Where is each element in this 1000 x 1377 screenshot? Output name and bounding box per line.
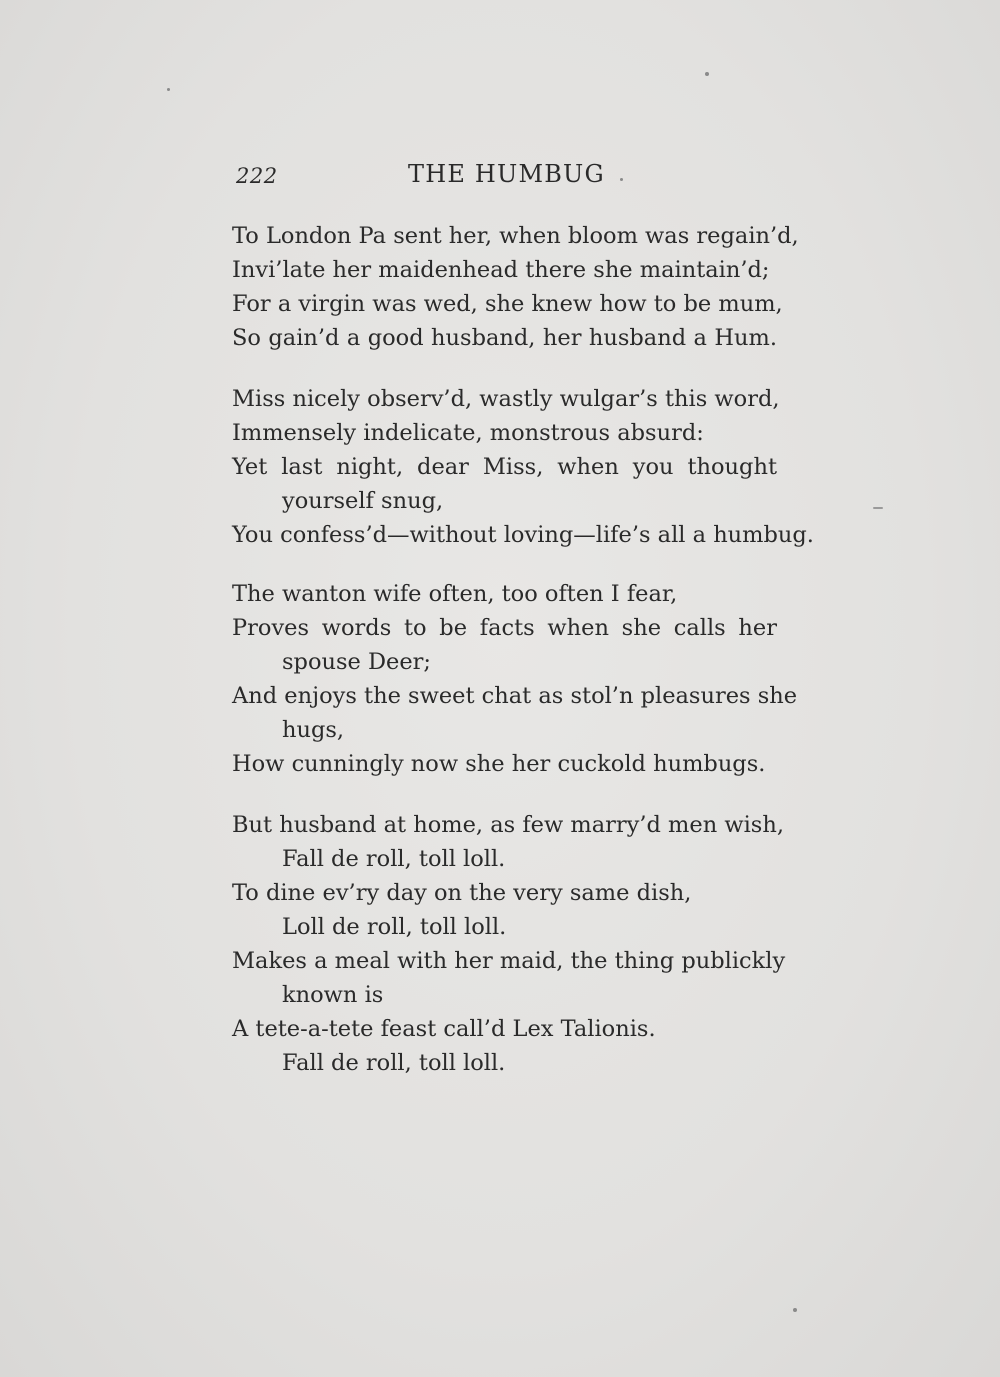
refrain-line: Fall de roll, toll loll. xyxy=(282,1050,506,1076)
verse-line: A tete-a-tete feast call’d Lex Talionis. xyxy=(232,1016,656,1042)
verse-line: The wanton wife often, too often I fear, xyxy=(232,581,678,607)
verse-line: You confess’d—without loving—life’s all a humbug. xyxy=(232,522,814,548)
refrain-line: Fall de roll, toll loll. xyxy=(282,846,506,872)
page-number: 222 xyxy=(236,164,278,188)
verse-line: Miss nicely observ’d, wastly wulgar’s this word, xyxy=(232,386,780,412)
verse-line: To London Pa sent her, when bloom was regain’d, xyxy=(232,223,799,249)
verse-line-continuation: spouse Deer; xyxy=(282,649,432,675)
refrain-line: Loll de roll, toll loll. xyxy=(282,914,507,940)
paper-speck xyxy=(793,1308,797,1312)
stanza-1 xyxy=(232,219,799,355)
verse-line: How cunningly now she her cuckold humbugs. xyxy=(232,751,766,777)
paper-speck xyxy=(705,72,709,76)
paper-speck xyxy=(167,88,170,91)
page-header xyxy=(232,160,777,192)
verse-line: Makes a meal with her maid, the thing publickly xyxy=(232,948,786,974)
verse-line: Proves words to be facts when she calls her xyxy=(232,615,777,641)
verse-line-continuation: known is xyxy=(282,982,384,1008)
verse-line: And enjoys the sweet chat as stol’n pleasures she xyxy=(232,683,798,709)
verse-line: Immensely indelicate, monstrous absurd: xyxy=(232,420,704,446)
stanza-2 xyxy=(232,382,814,552)
verse-line: For a virgin was wed, she knew how to be mum, xyxy=(232,291,783,317)
verse-line: To dine ev’ry day on the very same dish, xyxy=(232,880,692,906)
verse-line: Yet last night, dear Miss, when you thought xyxy=(232,454,777,480)
running-title: THE HUMBUG xyxy=(408,160,605,188)
stanza-4 xyxy=(232,808,786,1080)
verse-line: But husband at home, as few marry’d men wish, xyxy=(232,812,784,838)
verse-line: So gain’d a good husband, her husband a Hum. xyxy=(232,325,777,351)
verse-line-continuation: yourself snug, xyxy=(282,488,444,514)
paper-speck xyxy=(873,507,883,509)
stanza-3 xyxy=(232,577,798,781)
verse-line: Invi’late her maidenhead there she maintain’d; xyxy=(232,257,770,283)
verse-line-continuation: hugs, xyxy=(282,717,345,743)
paper-speck xyxy=(620,178,623,181)
